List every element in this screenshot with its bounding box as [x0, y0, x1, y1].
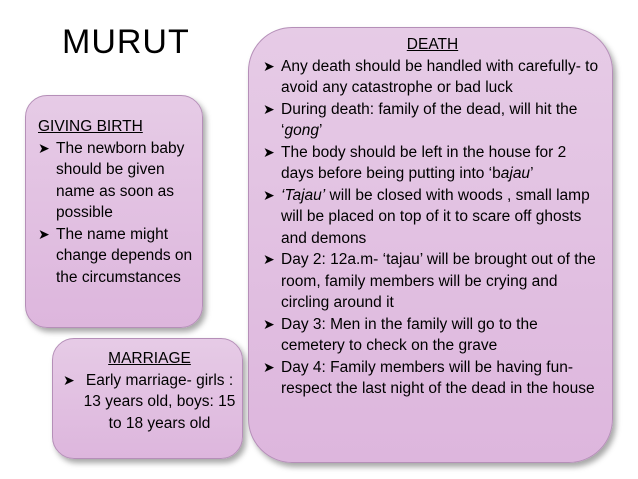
arrow-bullet-icon: ➤ [263, 358, 275, 375]
death-heading: DEATH [406, 36, 459, 53]
list-item-text: Day 3: Men in the family will go to the cemetery to check on the grave [281, 315, 538, 354]
arrow-bullet-icon: ➤ [38, 225, 50, 242]
list-item-text: The newborn baby should be given name as soon as possible [56, 139, 185, 221]
list-item [38, 138, 196, 224]
marriage-list [63, 370, 236, 435]
list-item [263, 142, 602, 185]
marriage-heading: MARRIAGE [108, 350, 191, 367]
list-item-text: Early marriage- girls : 13 years old, boys: 15 to 18 years old [83, 371, 236, 432]
death-panel [248, 27, 613, 463]
list-item-text: ’ [318, 122, 323, 139]
list-item-text: During death: family of the dead, will hit the ‘ [281, 100, 578, 139]
list-item-text: Any death should be handled with carefully- to avoid any catastrophe or bad luck [281, 57, 599, 96]
arrow-bullet-icon: ➤ [63, 371, 75, 388]
list-item [263, 249, 602, 314]
giving-birth-heading: GIVING BIRTH [38, 118, 143, 135]
list-item [263, 357, 602, 400]
emphasis-text: ‘Tajau’ [281, 186, 326, 204]
marriage-panel [52, 338, 243, 459]
arrow-bullet-icon: ➤ [38, 139, 50, 156]
arrow-bullet-icon: ➤ [263, 57, 275, 74]
page-title: MURUT [62, 23, 190, 61]
list-item-text: ’ [530, 165, 534, 182]
list-item-text: Day 4: Family members will be having fun-respect the last night of the dead in the house [281, 358, 595, 397]
list-item-text: will be closed with woods , small lamp will be placed on top of it to scare off ghosts and demons [281, 186, 590, 247]
list-item [38, 224, 196, 289]
emphasis-text: gong [284, 122, 319, 139]
list-item-text: The name might change depends on the circumstances [56, 225, 193, 286]
giving-birth-list [38, 138, 196, 289]
list-item-text: Day 2: 12a.m- ‘tajau’ will be brought out of the room, family members will be crying and circling around it [281, 251, 596, 311]
list-item [263, 99, 602, 142]
death-list [263, 56, 602, 400]
arrow-bullet-icon: ➤ [263, 251, 275, 267]
list-item-text: The body should be left in the house for 2 days before being putting into ‘b [281, 143, 567, 182]
list-item [63, 370, 236, 435]
list-item [263, 185, 602, 250]
arrow-bullet-icon: ➤ [263, 315, 275, 332]
list-item [263, 56, 602, 99]
arrow-bullet-icon: ➤ [263, 100, 275, 117]
emphasis-text: ajau [500, 165, 531, 182]
list-item [263, 314, 602, 357]
arrow-bullet-icon: ➤ [263, 143, 275, 160]
arrow-bullet-icon: ➤ [263, 186, 275, 203]
giving-birth-panel [25, 95, 203, 328]
